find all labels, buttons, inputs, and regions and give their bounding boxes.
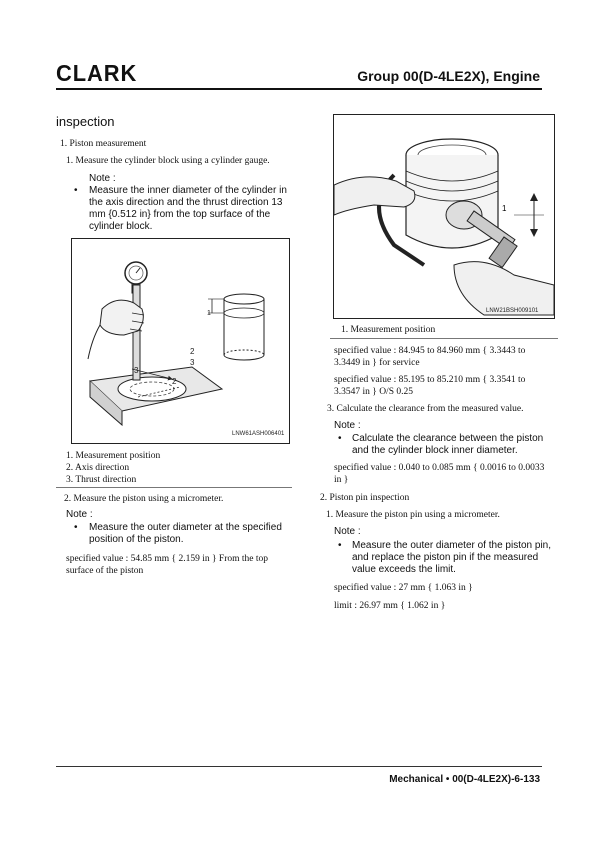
bullet-icon: •	[338, 433, 342, 444]
clark-logo: CLARK	[56, 60, 138, 86]
legend-rule	[56, 487, 292, 488]
note3-text: Calculate the clearance between the piston and the cylinder block inner diameter.	[352, 433, 544, 456]
note2-text: Measure the outer diameter at the specified position of the piston.	[89, 522, 282, 545]
fig1-label-3: 3	[190, 358, 195, 367]
bullet-icon: •	[74, 185, 78, 196]
figure-cylinder-gauge	[71, 238, 290, 444]
section-title: inspection	[56, 114, 115, 129]
pin-title: 2. Piston pin inspection	[320, 493, 410, 503]
pin-sub: 1. Measure the piston pin using a micrometer.	[326, 510, 500, 520]
fig1-label-1: 1	[207, 310, 211, 317]
limit: limit : 26.97 mm { 1.062 in }	[334, 601, 446, 611]
header-rule	[56, 88, 542, 90]
step2-title: 2. Measure the piston using a micrometer.	[64, 494, 224, 504]
step3-title: 3. Calculate the clearance from the measured value.	[327, 404, 524, 414]
svg-text:1: 1	[502, 204, 507, 213]
note3-label: Note :	[334, 420, 361, 431]
bullet-icon: •	[74, 522, 78, 533]
spec4: specified value : 27 mm { 1.063 in }	[334, 583, 473, 593]
figure1-legend: 1. Measurement position 2. Axis direction 3. Thrust direction	[66, 451, 161, 485]
figure2-legend: 1. Measurement position	[341, 325, 436, 335]
step1-sub: 1. Measure the cylinder block using a cylinder gauge.	[66, 156, 270, 166]
step1-title: 1. Piston measurement	[60, 139, 147, 149]
spec-b: specified value : 85.195 to 85.210 mm { 3.3541 to 3.3547 in } O/S 0.25	[334, 375, 526, 397]
figure2-code: LNW21BSH009101	[486, 308, 539, 314]
cylinder-gauge-illustration	[72, 239, 289, 443]
footer-rule	[56, 766, 542, 767]
note4-label: Note :	[334, 526, 361, 537]
piston-micrometer-illustration	[334, 115, 554, 318]
note1-label: Note :	[89, 173, 116, 184]
note4-text: Measure the outer diameter of the piston pin, and replace the piston pin if the measured value exceeds the limit.	[352, 540, 552, 575]
note1-text: Measure the inner diameter of the cylinder in the axis direction and the thrust direction 13 mm {0.512 in} from the top surface of the cylinder block.	[89, 185, 287, 232]
spec2: specified value : 54.85 mm { 2.159 in } From the top surface of the piston	[66, 554, 268, 576]
fig1-label-2: 2	[190, 347, 195, 356]
legend-rule	[330, 338, 558, 339]
page-footer: Mechanical • 00(D-4LE2X)-6-133	[389, 774, 540, 785]
spec3: specified value : 0.040 to 0.085 mm { 0.0016 to 0.0033 in }	[334, 463, 545, 485]
bullet-icon: •	[338, 540, 342, 551]
fig1-label-2b: 2	[172, 377, 177, 386]
spec-a: specified value : 84.945 to 84.960 mm { 3.3443 to 3.3449 in } for service	[334, 346, 526, 368]
group-title: Group 00(D-4LE2X), Engine	[357, 68, 540, 84]
fig1-label-3b: 3	[134, 366, 139, 375]
figure1-code: LNW61ASH006401	[232, 431, 285, 437]
figure-piston-micrometer	[333, 114, 555, 319]
note2-label: Note :	[66, 509, 93, 520]
